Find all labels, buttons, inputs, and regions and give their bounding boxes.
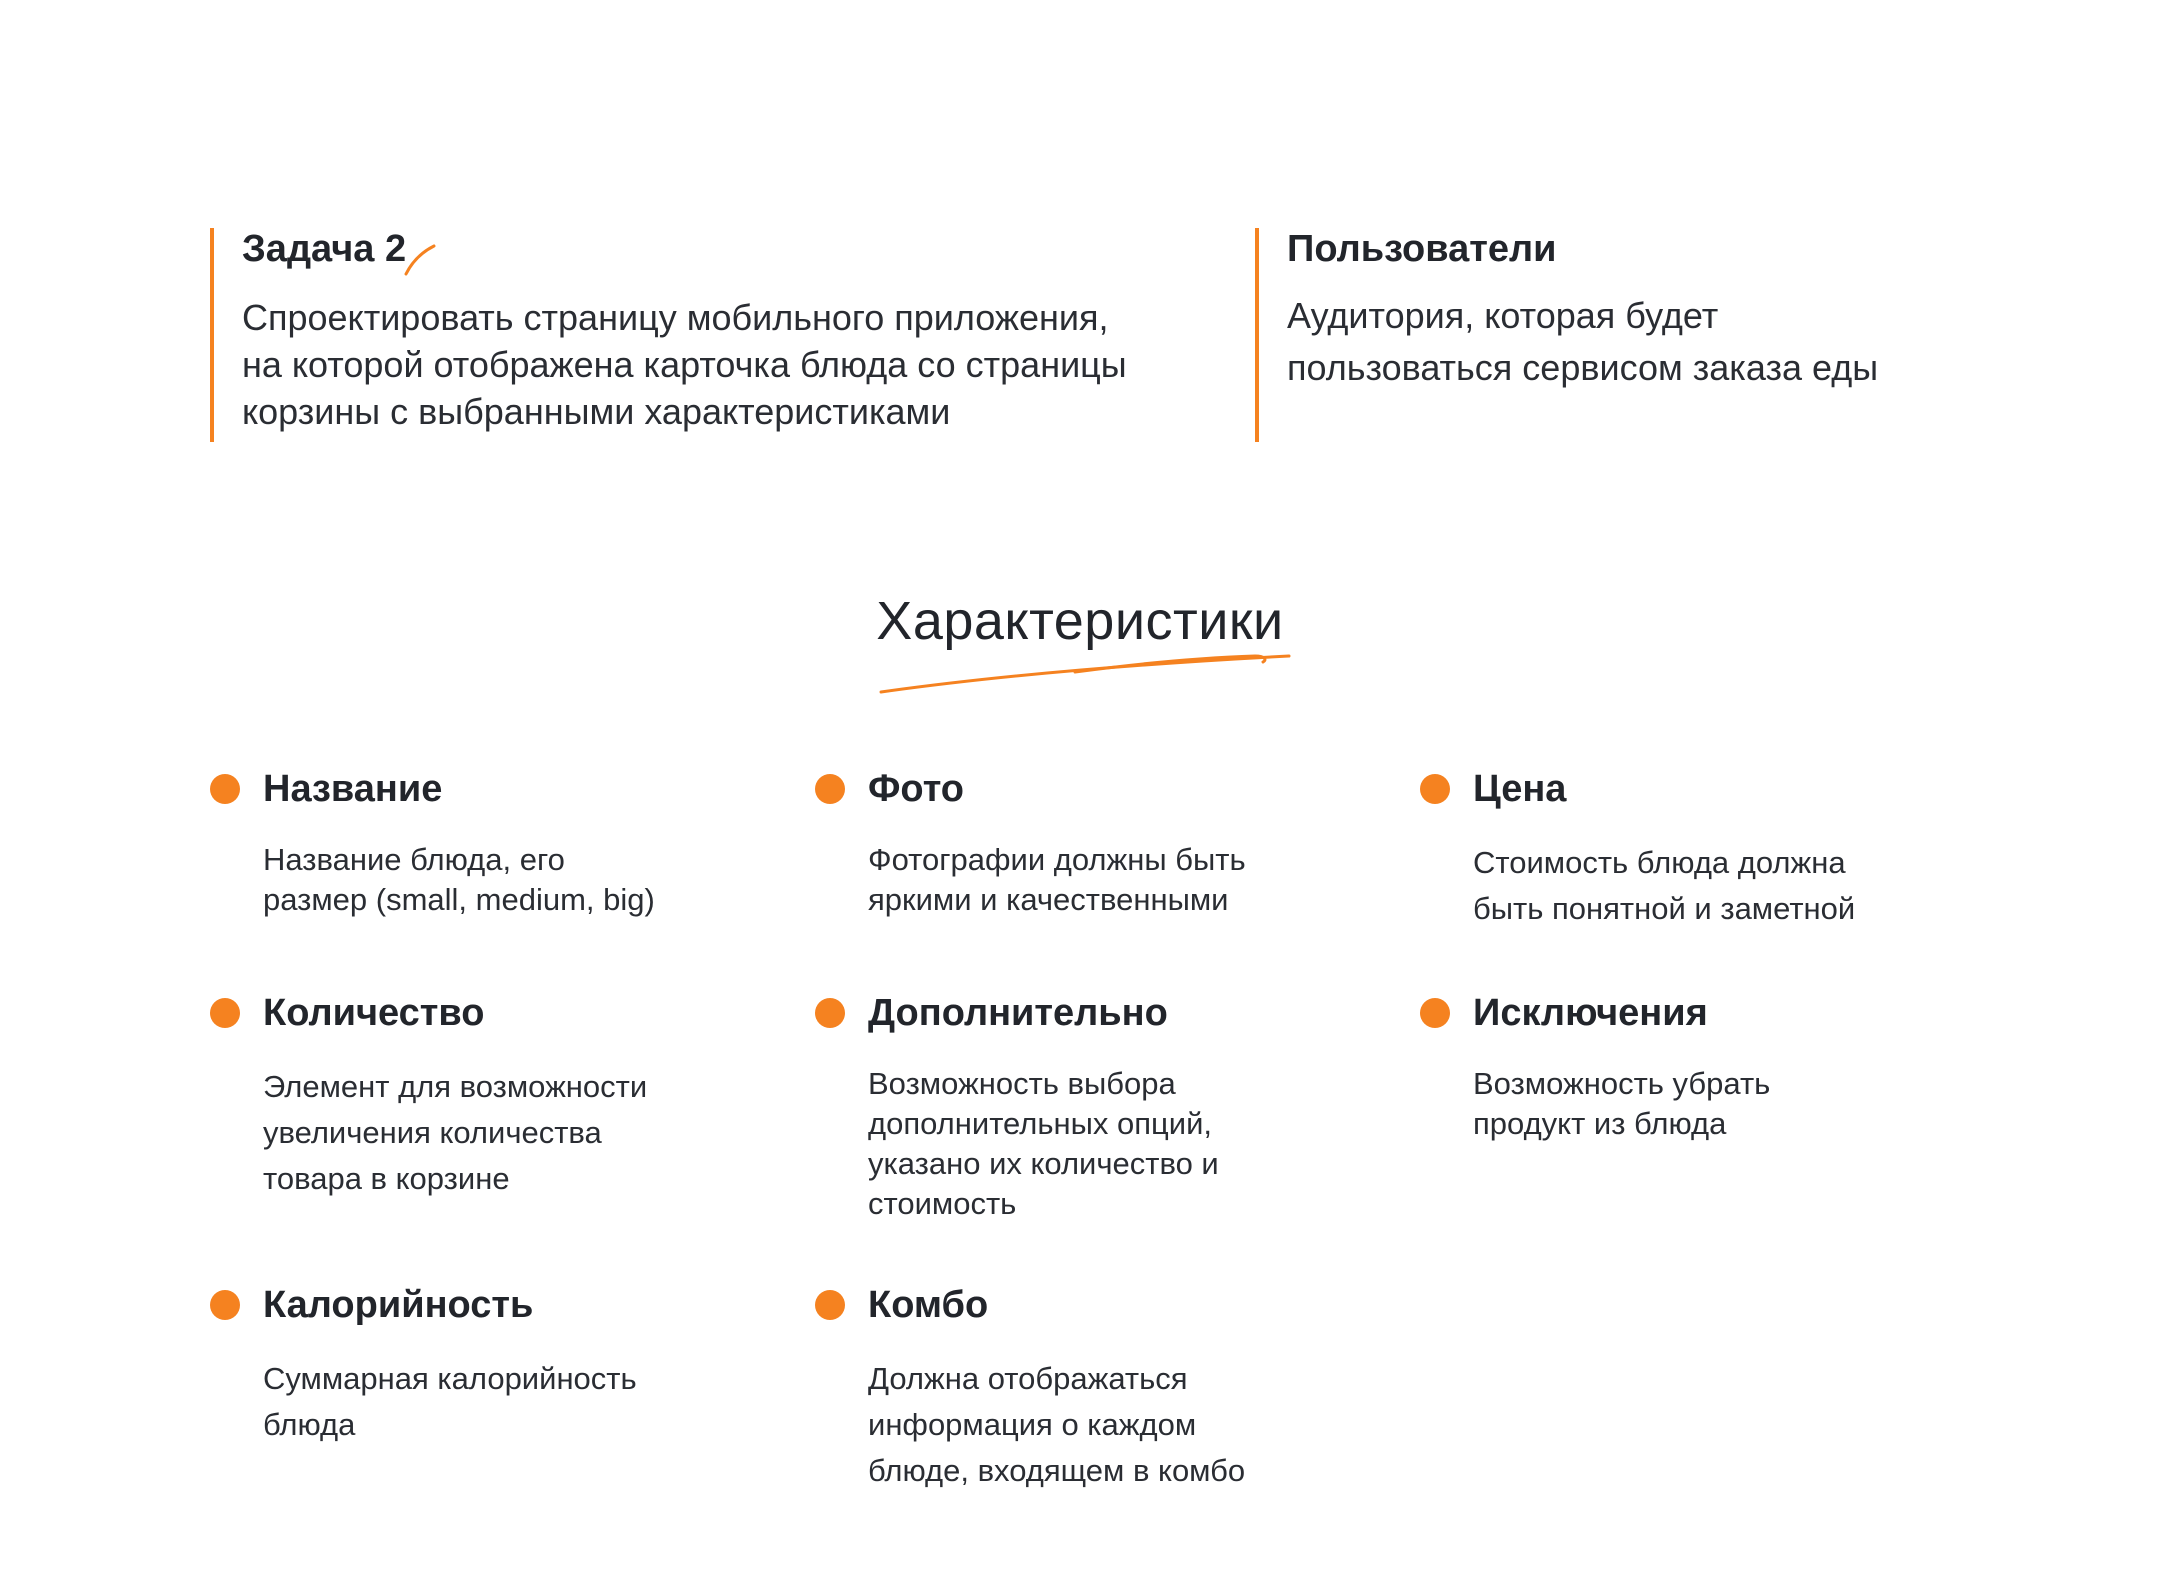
feature-description: Должна отображаться информация о каждом блюде, входящем в комбо xyxy=(868,1361,1246,1488)
users-description xyxy=(1287,290,1955,394)
feature-description: Возможность убрать продукт из блюда xyxy=(1473,1066,1771,1141)
feature-title: Название xyxy=(263,768,443,810)
feature-description: Фотографии должны быть яркими и качественными xyxy=(868,842,1246,917)
feature-title: Дополнительно xyxy=(868,992,1168,1034)
task-line: на которой отображена карточка блюда со страницы xyxy=(242,344,1127,385)
task-description xyxy=(242,294,1220,435)
feature-description: Название блюда, его размер (small, medium, big) xyxy=(263,842,655,917)
feature-title: Цена xyxy=(1473,768,1567,810)
bullet-dot-icon xyxy=(815,774,845,804)
feature-description: Стоимость блюда должна быть понятной и заметной xyxy=(1473,845,1856,926)
bullet-dot-icon xyxy=(815,998,845,1028)
feature-title: Фото xyxy=(868,768,965,810)
users-block xyxy=(1255,228,1955,442)
feature-description: Суммарная калорийность блюда xyxy=(263,1361,637,1442)
task-line: Спроектировать страницу мобильного приложения, xyxy=(242,297,1109,338)
feature-description: Возможность выбора дополнительных опций, указано их количество и стоимость xyxy=(868,1066,1219,1221)
bullet-dot-icon xyxy=(210,998,240,1028)
bullet-dot-icon xyxy=(1420,998,1450,1028)
bullet-dot-icon xyxy=(815,1290,845,1320)
feature-description: Элемент для возможности увеличения количества товара в корзине xyxy=(263,1069,648,1196)
feature-title: Комбо xyxy=(868,1284,989,1326)
section-title: Характеристики xyxy=(876,591,1284,651)
bullet-dot-icon xyxy=(210,774,240,804)
task-title: Задача 2 xyxy=(242,230,406,268)
feature-title: Исключения xyxy=(1473,992,1708,1034)
users-line: пользоваться сервисом заказа еды xyxy=(1287,347,1879,388)
handwritten-underline-icon xyxy=(875,642,1295,698)
bullet-dot-icon xyxy=(1420,774,1450,804)
feature-title: Количество xyxy=(263,992,485,1034)
bullet-dot-icon xyxy=(210,1290,240,1320)
feature-title: Калорийность xyxy=(263,1284,534,1326)
users-line: Аудитория, которая будет xyxy=(1287,295,1719,336)
accent-stroke-icon xyxy=(402,240,436,276)
users-title: Пользователи xyxy=(1287,228,1557,270)
task-block xyxy=(210,228,1220,442)
task-line: корзины с выбранными характеристиками xyxy=(242,391,951,432)
